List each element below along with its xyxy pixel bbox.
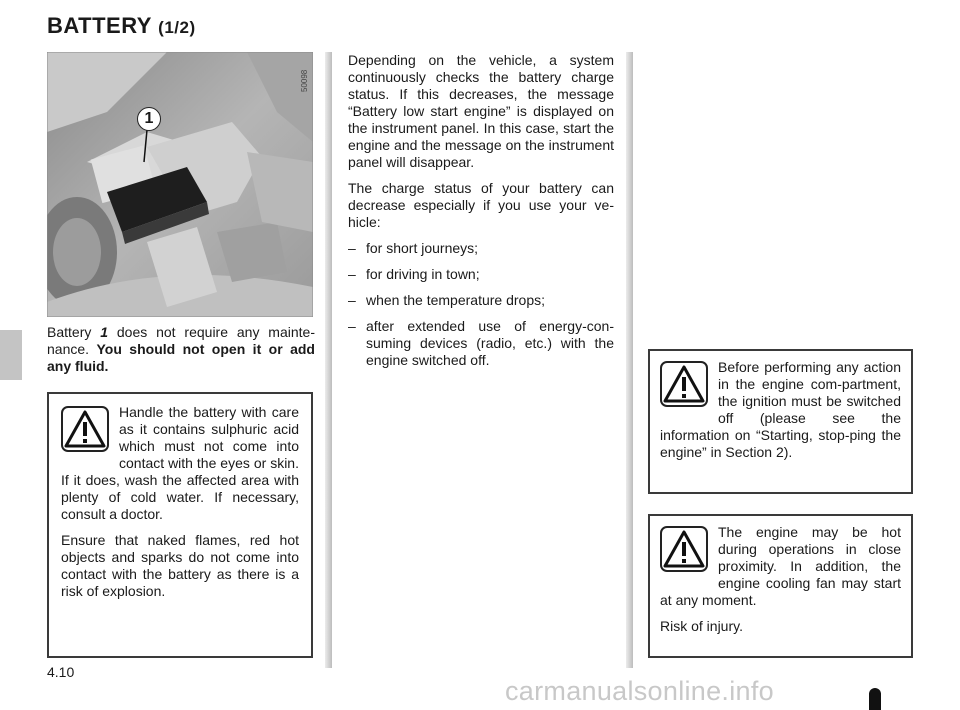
warning-explosion-text: Ensure that naked flames, red hot objects and sparks do not come into contact with the battery as there is a risk of explosion. (61, 532, 299, 599)
dash-marker: – (348, 240, 356, 256)
list-item-text: after extended use of energy-con-suming devices (radio, etc.) with the engine switched off. (366, 318, 614, 368)
watermark: carmanualsonline.info (505, 676, 774, 706)
charge-decrease-paragraph: The charge status of your battery can decrease especially if you use your ve-hicle: (348, 180, 614, 230)
dash-marker: – (348, 318, 356, 334)
caption-reference-number: 1 (100, 324, 109, 340)
list-item (348, 292, 614, 309)
battery-caption (47, 324, 315, 375)
list-item-text: for driving in town; (366, 266, 480, 282)
usage-list (348, 240, 614, 369)
column-divider-right (626, 52, 633, 668)
section-tab (0, 330, 22, 380)
warning-box-hot-engine (648, 514, 913, 658)
list-item (348, 240, 614, 257)
engine-bay-illustration (47, 52, 313, 317)
warning-acid-text: Handle the battery with care as it contains sulphuric acid which must not come into contact with the eyes or skin. If it does, wash the affected area with plenty of cold water. If necessary, consult a doctor. (61, 404, 299, 522)
warning-hot-engine-text: The engine may be hot during operations in close proximity. In addition, the engine cooling fan may start at any moment. (660, 524, 901, 608)
warning-box-ignition (648, 349, 913, 494)
caption-text-middle: does not require any mainte-nance. (47, 324, 315, 357)
dash-marker: – (348, 266, 356, 282)
page-title (47, 13, 196, 39)
charge-check-paragraph: Depending on the vehicle, a system continuously checks the battery charge status. If this decreases, the message “Battery low start engine” is displayed on the instrument panel. In this case, start the engine and the message on the instrument panel will disappear. (348, 52, 614, 170)
column-divider-left (325, 52, 332, 668)
warning-triangle-icon (660, 361, 708, 407)
title-main: BATTERY (47, 13, 152, 38)
warning-box-acid (47, 392, 313, 658)
page-corner-mark (869, 688, 881, 710)
callout-marker: 1 (137, 107, 161, 131)
warning-triangle-icon (660, 526, 708, 572)
list-item (348, 318, 614, 369)
list-item-text: for short journeys; (366, 240, 479, 256)
battery-photo (47, 52, 313, 317)
caption-bold-warning: You should not open it or add any fluid. (47, 341, 315, 374)
list-item-text: when the temperature drops; (366, 292, 545, 308)
dash-marker: – (348, 292, 356, 308)
battery-info-column (348, 52, 614, 378)
warning-ignition-text: Before performing any action in the engine com-partment, the ignition must be switched off (please see the information on “Starting, stop-ping the engine” in Section 2). (660, 359, 901, 460)
warning-injury-text: Risk of injury. (660, 618, 743, 634)
title-part: (1/2) (158, 18, 196, 37)
page-number: 4.10 (47, 664, 75, 680)
list-item (348, 266, 614, 283)
photo-reference-code: 50098 (300, 69, 309, 92)
warning-triangle-icon (61, 406, 109, 452)
caption-text-start: Battery (47, 324, 101, 340)
